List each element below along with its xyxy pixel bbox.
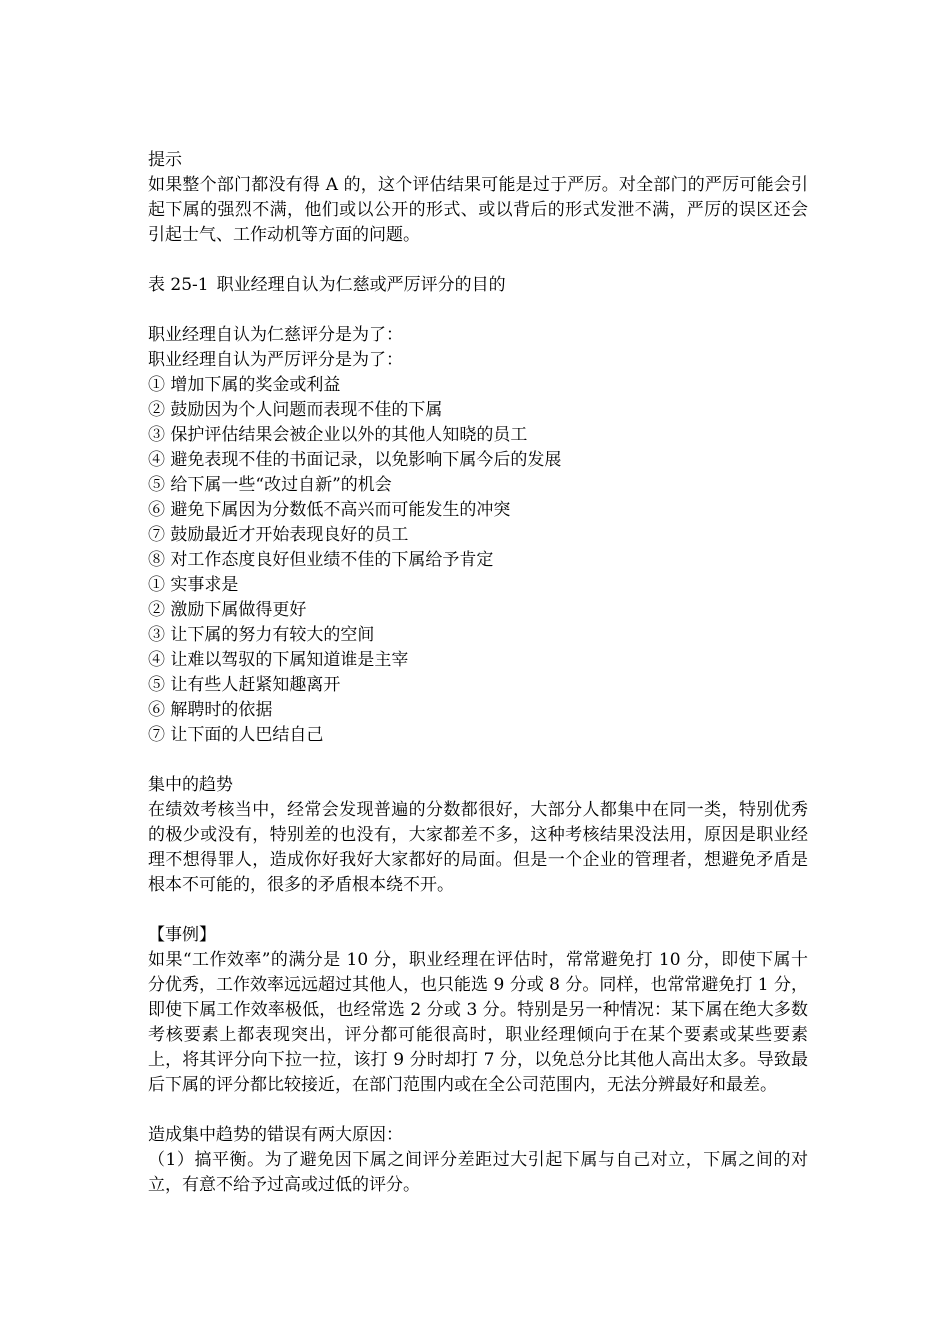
list-item: ① 实事求是 xyxy=(148,575,239,595)
list-item: ⑧ 对工作态度良好但业绩不佳的下属给予肯定 xyxy=(148,550,494,570)
spacer xyxy=(148,1098,808,1123)
example-paragraph: 如果“工作效率”的满分是 10 分，职业经理在评估时，常常避免打 10 分，即使下属十分优秀，工作效率远远超过其他人，也只能选 9 分或 8 分。同样，也常常避免打 1 分，即使下属工作效率极低，也经常选 2 分或 3 分。特别是另一种情况：某下属在绝大多数考核要素上都表现突出，评分都可能很高时，职业经理倾向于在某个要素或某些要素上，将其评分向下拉一拉，该打 9 分时却打 7 分，以免总分比其他人高出太多。导致最后下属的评分都比较接近，在部门范围内或在全公司范围内，无法分辨最好和最差。 xyxy=(148,950,808,1095)
list-item: ③ 保护评估结果会被企业以外的其他人知晓的员工 xyxy=(148,425,528,445)
list-item: ⑤ 给下属一些“改过自新”的机会 xyxy=(148,475,392,495)
tip-paragraph: 如果整个部门都没有得 A 的，这个评估结果可能是过于严厉。对全部门的严厉可能会引起下属的强烈不满，他们或以公开的形式、或以背后的形式发泄不满，严厉的误区还会引起士气、工作动机等方面的问题。 xyxy=(148,175,808,245)
central-tendency-heading: 集中的趋势 xyxy=(148,775,233,795)
strict-list xyxy=(148,573,808,748)
lenient-header: 职业经理自认为仁慈评分是为了： xyxy=(148,325,403,345)
list-item: ⑥ 避免下属因为分数低不高兴而可能发生的冲突 xyxy=(148,500,511,520)
list-item: ③ 让下属的努力有较大的空间 xyxy=(148,625,375,645)
spacer xyxy=(148,748,808,773)
document-page xyxy=(148,148,808,1198)
example-heading: 【事例】 xyxy=(148,925,216,945)
lenient-list xyxy=(148,373,808,573)
cause-item-1: （1）搞平衡。为了避免因下属之间评分差距过大引起下属与自己对立，下属之间的对立，有意不给予过高或过低的评分。 xyxy=(148,1150,808,1195)
causes-heading: 造成集中趋势的错误有两大原因： xyxy=(148,1125,403,1145)
spacer xyxy=(148,248,808,273)
tip-heading: 提示 xyxy=(148,150,182,170)
list-item: ② 激励下属做得更好 xyxy=(148,600,307,620)
list-item: ④ 避免表现不佳的书面记录，以免影响下属今后的发展 xyxy=(148,450,562,470)
table-number: 表 25-1 xyxy=(148,275,209,295)
spacer xyxy=(148,298,808,323)
list-item: ④ 让难以驾驭的下属知道谁是主宰 xyxy=(148,650,409,670)
strict-header: 职业经理自认为严厉评分是为了： xyxy=(148,350,403,370)
list-item: ② 鼓励因为个人问题而表现不佳的下属 xyxy=(148,400,443,420)
list-item: ⑤ 让有些人赶紧知趣离开 xyxy=(148,675,341,695)
spacer xyxy=(148,898,808,923)
list-item: ① 增加下属的奖金或利益 xyxy=(148,375,341,395)
list-item: ⑥ 解聘时的依据 xyxy=(148,700,273,720)
list-item: ⑦ 让下面的人巴结自己 xyxy=(148,725,324,745)
table-title: 职业经理自认为仁慈或严厉评分的目的 xyxy=(216,275,506,295)
central-tendency-paragraph: 在绩效考核当中，经常会发现普遍的分数都很好，大部分人都集中在同一类，特别优秀的极少或没有，特别差的也没有，大家都差不多，这种考核结果没法用，原因是职业经理不想得罪人，造成你好我好大家都好的局面。但是一个企业的管理者，想避免矛盾是根本不可能的，很多的矛盾根本绕不开。 xyxy=(148,800,808,895)
table-caption xyxy=(148,273,808,298)
list-item: ⑦ 鼓励最近才开始表现良好的员工 xyxy=(148,525,409,545)
